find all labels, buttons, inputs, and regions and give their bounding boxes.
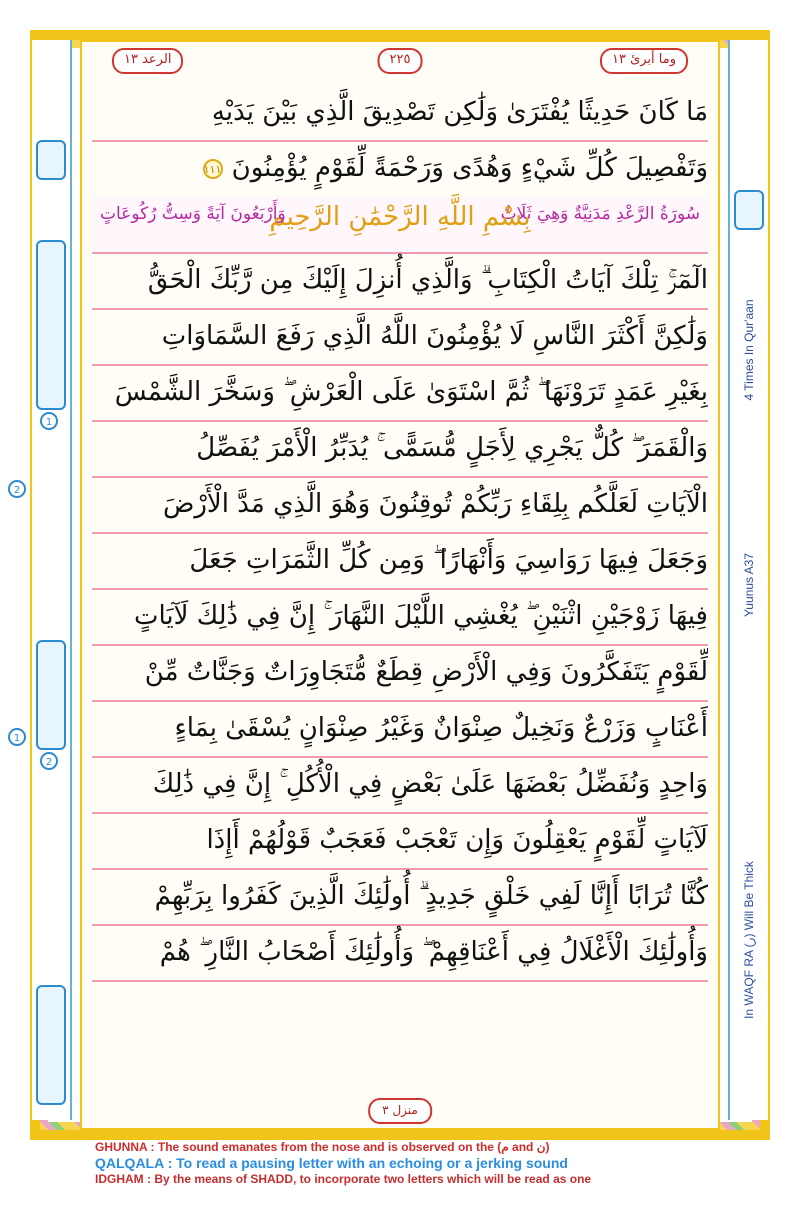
page-number-pill: ٢٢٥ [378,48,423,74]
text-line-12: وَاحِدٍ وَنُفَضِّلُ بَعْضَهَا عَلَىٰ بَعْضٍ فِي الْأُكُلِ ۚ إِنَّ فِي ذَٰلِكَ [92,756,708,814]
text-line-6: وَالْقَمَرَ ۖ كُلٌّ يَجْرِي لِأَجَلٍ مُّسَمًّى ۚ يُدَبِّرُ الْأَمْرَ يُفَصِّلُ [92,420,708,478]
left-ruku-box [36,140,66,180]
right-note-waqf-ra-text: In WAQF RA (ر) Will Be Thick [742,861,756,1019]
surah-header-band [92,196,708,254]
manzil-badge: منزل ٣ [368,1098,432,1124]
right-note-yuunus [738,520,760,650]
right-note-yuunus-text: Yuunus A37 [742,552,756,618]
text-line-15: وَأُولَٰئِكَ الْأَغْلَالُ فِي أَعْنَاقِهِمْ ۖ وَأُولَٰئِكَ أَصْحَابُ النَّارِ ۖ هُمْ [92,924,708,982]
text-line-9: فِيهَا زَوْجَيْنِ اثْنَيْنِ ۖ يُغْشِي اللَّيْلَ النَّهَارَ ۚ إِنَّ فِي ذَٰلِكَ لَآيَاتٍ [92,588,708,646]
left-badge-2: 2 [40,752,58,770]
right-note-four-times [738,260,760,440]
text-line-4 [92,308,708,366]
text-line-11: أَعْنَابٍ وَزَرْعٌ وَنَخِيلٌ صِنْوَانٌ وَغَيْرُ صِنْوَانٍ يُسْقَىٰ بِمَاءٍ [92,700,708,758]
left-note-box-bottom [36,985,66,1105]
surah-info-right: سُورَةُ الرَّعْدِ مَدَنِيَّةٌ وَهِيَ ثَلَاثٌ [500,204,700,224]
text-line-10: لِّقَوْمٍ يَتَفَكَّرُونَ وَفِي الْأَرْضِ قِطَعٌ مُّتَجَاوِرَاتٌ وَجَنَّاتٌ مِّنْ [92,644,708,702]
right-note-waqf-ra [738,790,760,1090]
text-line-5: بِغَيْرِ عَمَدٍ تَرَوْنَهَا ۖ ثُمَّ اسْتَوَىٰ عَلَى الْعَرْشِ ۖ وَسَخَّرَ الشَّمْسَ [92,364,708,422]
right-box-top [734,190,764,230]
text-line-4-content: وَلَٰكِنَّ أَكْثَرَ النَّاسِ لَا يُؤْمِنُونَ اللَّهُ الَّذِي رَفَعَ السَّمَاوَاتِ [161,321,708,351]
juz-label-pill: وما أبرئ ١٣ [600,48,688,74]
text-panel [80,40,720,1130]
right-badge-1: 1 [8,728,26,746]
text-line-1: مَا كَانَ حَدِيثًا يُفْتَرَىٰ وَلَٰكِن تَصْدِيقَ الَّذِي بَيْنَ يَدَيْهِ [92,84,708,142]
left-badge-1: 1 [40,412,58,430]
legend-qalqala: QALQALA : To read a pausing letter with an echoing or a jerking sound [95,1155,568,1171]
text-line-2-content: وَتَفْصِيلَ كُلِّ شَيْءٍ وَهُدًى وَرَحْمَةً لِّقَوْمٍ يُؤْمِنُونَ [231,153,708,183]
legend-ghunna: GHUNNA : The sound emanates from the nose and is observed on the (م and ن) [95,1140,550,1154]
left-note-box-top [36,240,66,410]
bismillah: بِسْمِ اللَّهِ الرَّحْمَٰنِ الرَّحِيمِ [269,202,531,232]
page-header [82,42,718,80]
legend-idgham: IDGHAM : By the means of SHADD, to incorporate two letters which will be read as one [95,1172,592,1186]
surah-label-pill: الرعد ١٣ [112,48,183,74]
surah-info-left: وَأَرْبَعُونَ آيَةً وَسِتُّ رُكُوعَاتٍ [100,204,286,224]
text-line-7: الْآيَاتِ لَعَلَّكُم بِلِقَاءِ رَبِّكُمْ تُوقِنُونَ وَهُوَ الَّذِي مَدَّ الْأَرْضَ [92,476,708,534]
right-note-four-times-text: 4 Times In Qur'aan [742,299,756,401]
left-note-box-mid [36,640,66,750]
text-line-2 [92,140,708,198]
right-badge-2: 2 [8,480,26,498]
text-line-14: كُنَّا تُرَابًا أَإِنَّا لَفِي خَلْقٍ جَدِيدٍ ۗ أُولَٰئِكَ الَّذِينَ كَفَرُوا بِرَبِّهِمْ [92,868,708,926]
left-margin [32,40,72,1120]
text-line-3: الٓمٓرۚ تِلْكَ آيَاتُ الْكِتَابِ ۗ وَالَّذِي أُنزِلَ إِلَيْكَ مِن رَّبِّكَ الْحَقُّ [92,252,708,310]
text-line-13: لَآيَاتٍ لِّقَوْمٍ يَعْقِلُونَ وَإِن تَعْجَبْ فَعَجَبٌ قَوْلُهُمْ أَإِذَا [92,812,708,870]
text-line-8: وَجَعَلَ فِيهَا رَوَاسِيَ وَأَنْهَارًا ۖ وَمِن كُلِّ الثَّمَرَاتِ جَعَلَ [92,532,708,590]
ayah-marker: ١١١ [203,159,223,179]
